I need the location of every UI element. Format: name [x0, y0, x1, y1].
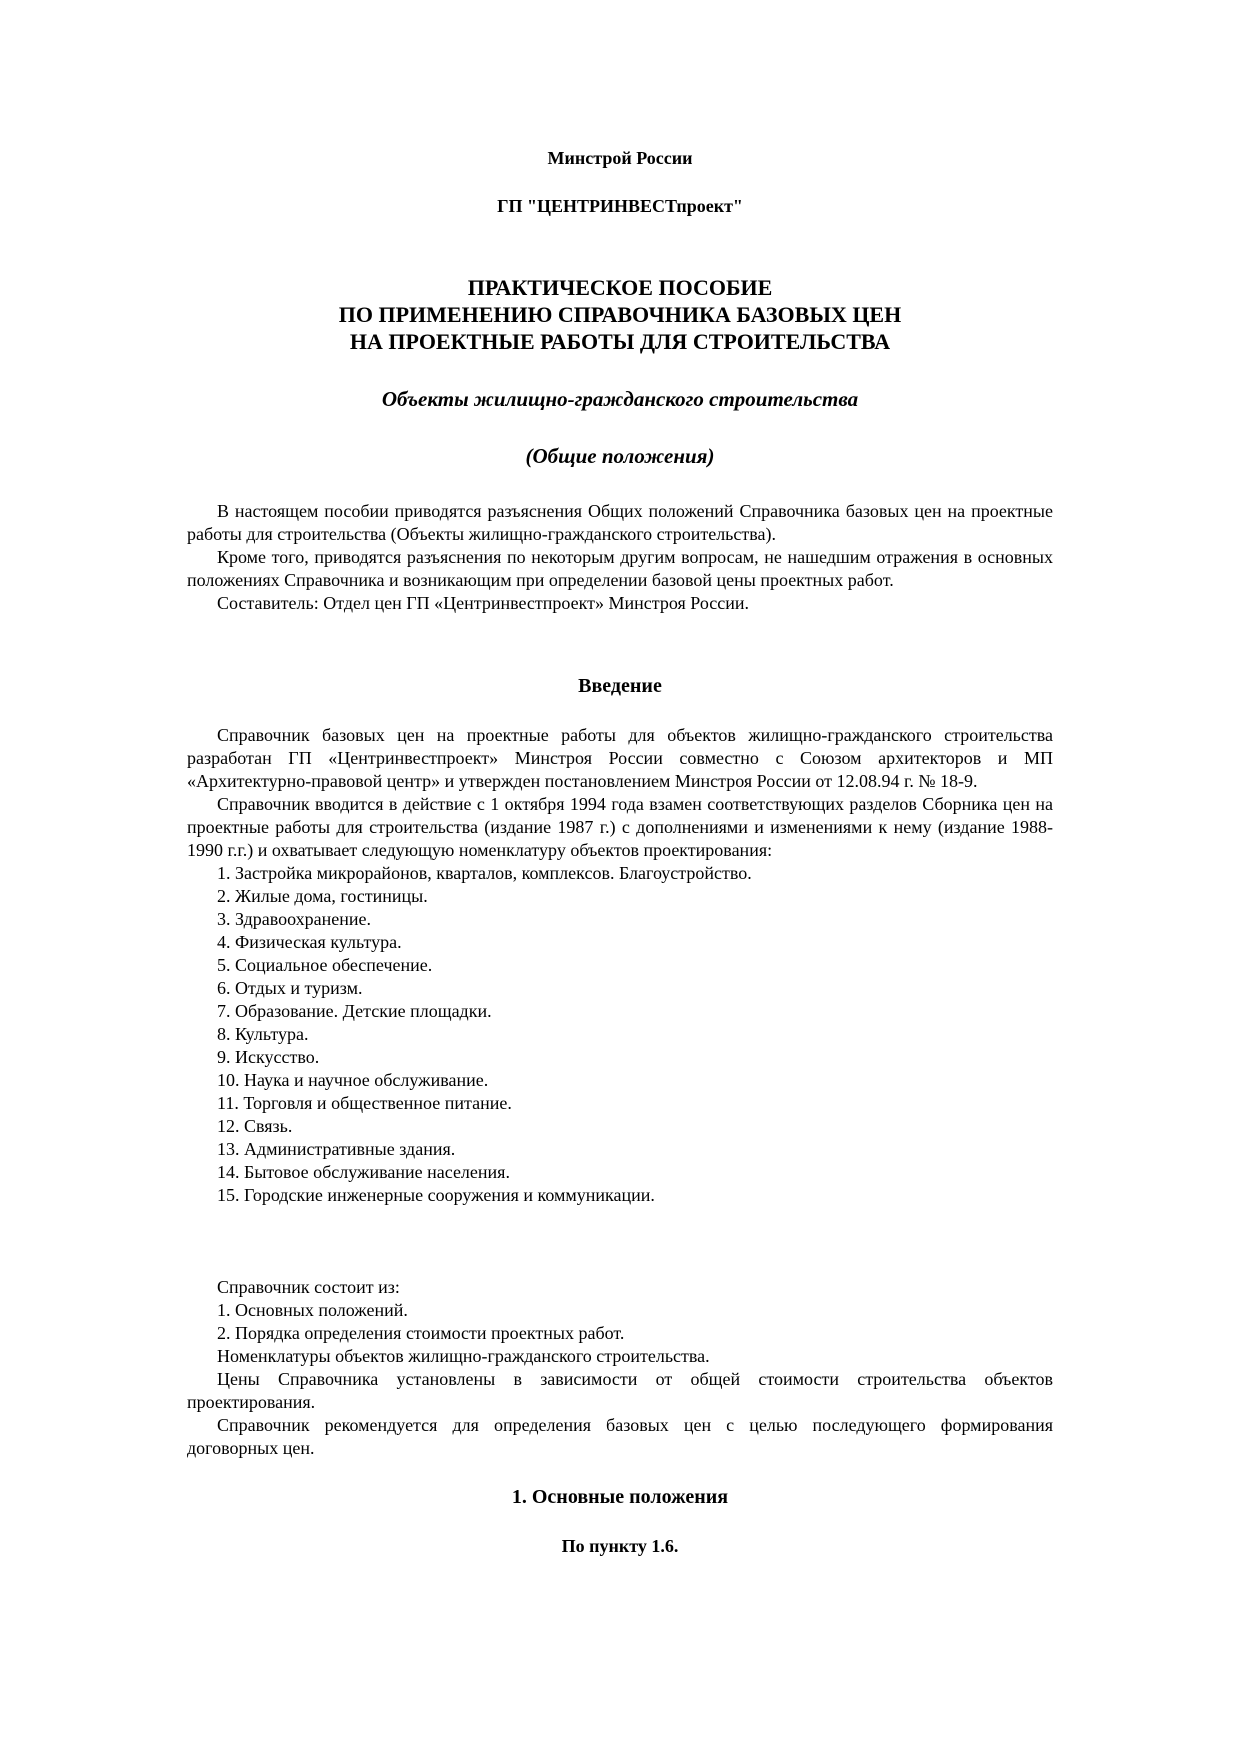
list-item: 5. Социальное обеспечение.	[217, 955, 433, 975]
title-line: ПРАКТИЧЕСКОЕ ПОСОБИЕ	[467, 275, 773, 300]
list-item: 2. Жилые дома, гостиницы.	[217, 886, 428, 906]
list-item: 2. Порядка определения стоимости проектных работ.	[217, 1323, 625, 1343]
list-item: 14. Бытовое обслуживание населения.	[217, 1162, 510, 1182]
list-item: 8. Культура.	[217, 1024, 309, 1044]
list-item: 1. Основных положений.	[217, 1300, 408, 1320]
paragraph: В настоящем пособии приводятся разъяснения Общих положений Справочника базовых цен на проектные работы для строительства (Объекты жилищно-гражданского строительства).	[187, 501, 1053, 544]
paragraph: Составитель: Отдел цен ГП «Центринвестпроект» Минстроя России.	[217, 593, 750, 613]
subsection-heading: По пункту 1.6.	[561, 1536, 679, 1556]
company-name: ГП "ЦЕНТРИНВЕСТпроект"	[497, 196, 743, 216]
document-subtitle: Объекты жилищно-гражданского строительства	[381, 387, 859, 411]
intro-block	[187, 500, 1053, 615]
list-item: 7. Образование. Детские площадки.	[217, 1001, 492, 1021]
section-heading-introduction: Введение	[578, 675, 662, 697]
section-heading-main-provisions: 1. Основные положения	[511, 1486, 729, 1508]
document-subtitle-general: (Общие положения)	[525, 444, 715, 468]
paragraph: Справочник базовых цен на проектные работы для объектов жилищно-гражданского строительства разработан ГП «Центринвестпроект» Минстроя России совместно с Союзом архитекторов и МП «Архитектурно-правовой центр» и утвержден постановлением Минстроя России от 12.08.94 г. № 18-9.	[187, 725, 1053, 791]
list-item: 12. Связь.	[217, 1116, 293, 1136]
paragraph: Справочник рекомендуется для определения базовых цен с целью последующего формирования договорных цен.	[187, 1415, 1053, 1458]
list-item: 3. Здравоохранение.	[217, 909, 372, 929]
title-line: ПО ПРИМЕНЕНИЮ СПРАВОЧНИКА БАЗОВЫХ ЦЕН	[338, 302, 902, 327]
paragraph: Справочник вводится в действие с 1 октября 1994 года взамен соответствующих разделов Сборника цен на проектные работы для строительства (издание 1987 г.) с дополнениями и изменениями к нему (издание 1988-1990 г.г.) и охватывает следующую номенклатуру объектов проектирования:	[187, 794, 1053, 860]
title-line: НА ПРОЕКТНЫЕ РАБОТЫ ДЛЯ СТРОИТЕЛЬСТВА	[349, 329, 891, 354]
structure-block	[187, 1276, 1053, 1460]
document-title	[187, 274, 1053, 355]
list-item: 6. Отдых и туризм.	[217, 978, 363, 998]
list-item: 15. Городские инженерные сооружения и коммуникации.	[217, 1185, 655, 1205]
paragraph: Справочник состоит из:	[217, 1277, 400, 1297]
paragraph: Кроме того, приводятся разъяснения по некоторым другим вопросам, не нашедшим отражения в основных положениях Справочника и возникающим при определении базовой цены проектных работ.	[187, 547, 1053, 590]
paragraph: Цены Справочника установлены в зависимости от общей стоимости строительства объектов проектирования.	[187, 1369, 1053, 1412]
list-item: 4. Физическая культура.	[217, 932, 402, 952]
ministry-name: Минстрой России	[547, 148, 693, 168]
introduction-block	[187, 724, 1053, 1207]
list-item: 10. Наука и научное обслуживание.	[217, 1070, 489, 1090]
list-item: 13. Административные здания.	[217, 1139, 456, 1159]
list-item: 1. Застройка микрорайонов, кварталов, комплексов. Благоустройство.	[217, 863, 752, 883]
list-item: 9. Искусство.	[217, 1047, 320, 1067]
list-item: 11. Торговля и общественное питание.	[217, 1093, 512, 1113]
list-item: Номенклатуры объектов жилищно-гражданского строительства.	[217, 1346, 710, 1366]
